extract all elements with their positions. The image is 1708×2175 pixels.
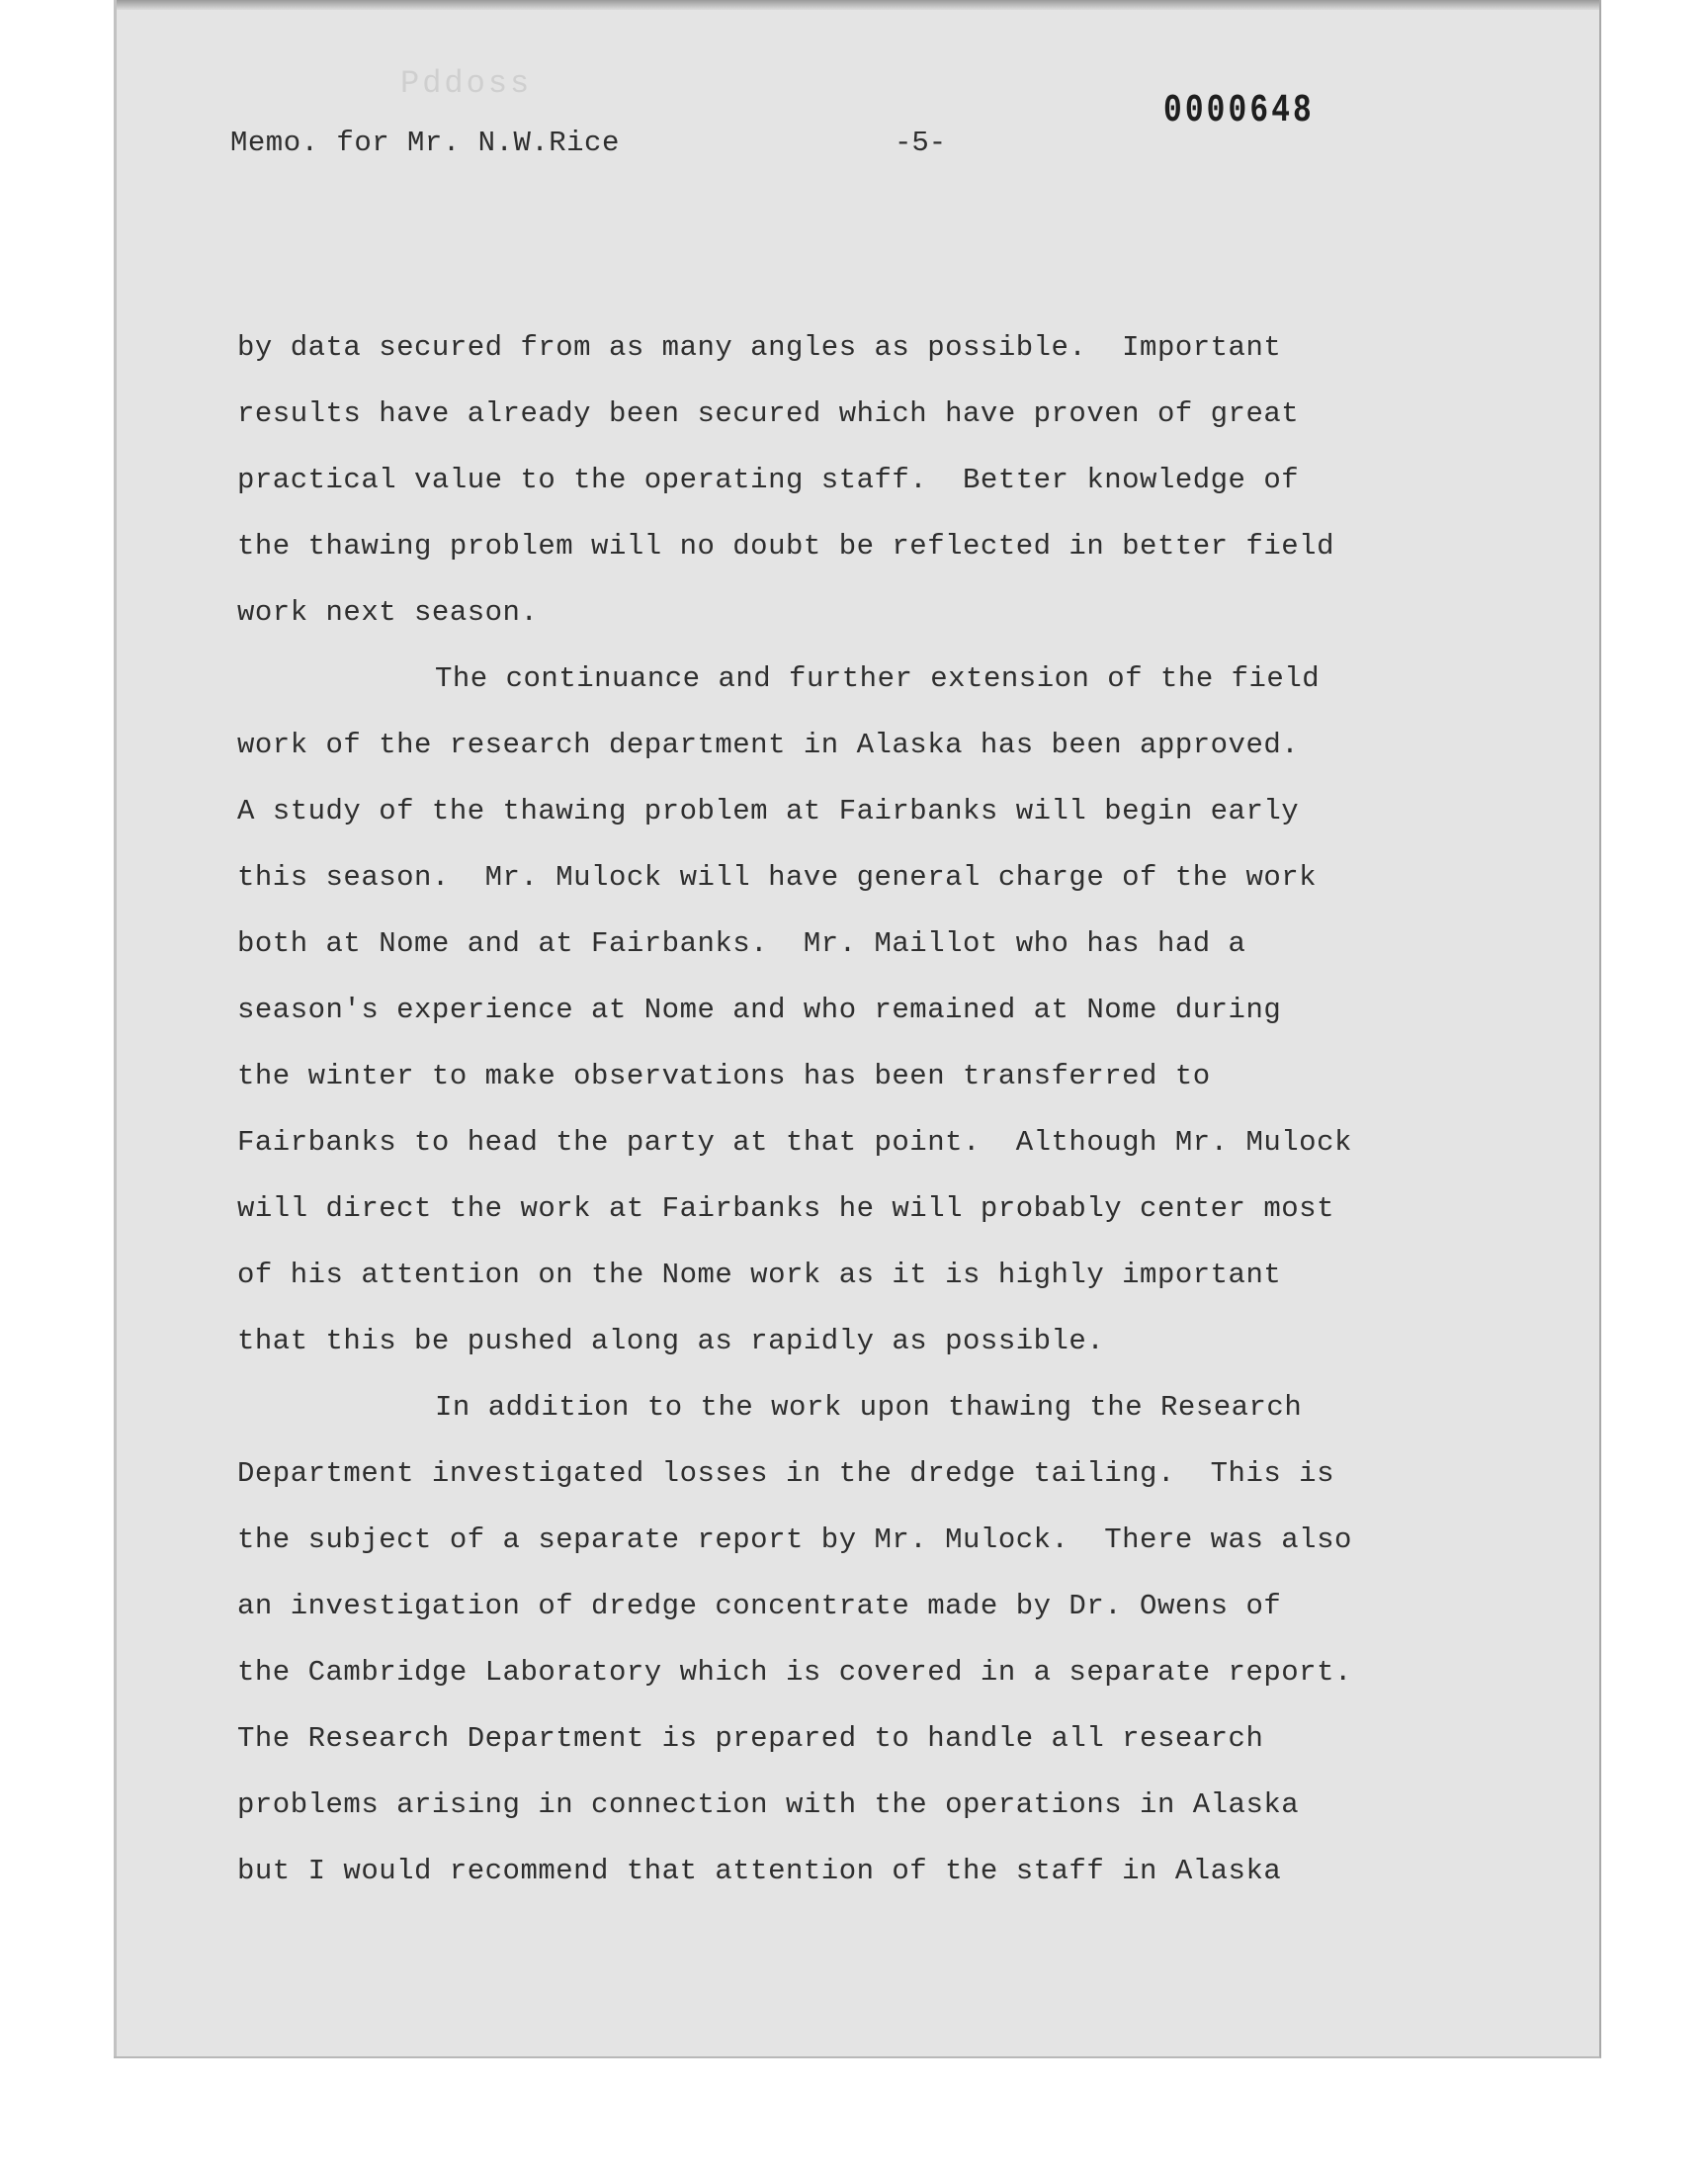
memo-body [237, 314, 1522, 1904]
page-number: -5- [895, 127, 947, 159]
page-top-edge [114, 0, 1599, 10]
text-line: the thawing problem will no doubt be reflected in better field [237, 530, 1334, 563]
text-line: A study of the thawing problem at Fairbanks will begin early [237, 795, 1300, 827]
text-line: problems arising in connection with the operations in Alaska [237, 1788, 1300, 1821]
text-line: practical value to the operating staff. Better knowledge of [237, 464, 1300, 496]
text-line: results have already been secured which have proven of great [237, 397, 1300, 430]
text-line: Department investigated losses in the dredge tailing. This is [237, 1457, 1334, 1490]
text-line: an investigation of dredge concentrate made by Dr. Owens of [237, 1590, 1282, 1622]
text-line: the winter to make observations has been transferred to [237, 1060, 1211, 1092]
document-number-stamp: 0000648 [1163, 89, 1315, 133]
text-line: the Cambridge Laboratory which is covered in a separate report. [237, 1656, 1352, 1689]
text-line: both at Nome and at Fairbanks. Mr. Maillot who has had a [237, 927, 1246, 960]
text-line: will direct the work at Fairbanks he will probably center most [237, 1192, 1334, 1225]
text-line: Fairbanks to head the party at that point. Although Mr. Mulock [237, 1126, 1352, 1159]
text-line: but I would recommend that attention of the staff in Alaska [237, 1855, 1282, 1887]
text-line: work next season. [237, 596, 539, 629]
text-line: of his attention on the Nome work as it is highly important [237, 1259, 1282, 1291]
text-line: The continuance and further extension of the field [435, 662, 1321, 695]
page-left-edge [114, 0, 117, 2056]
text-line: season's experience at Nome and who remained at Nome during [237, 994, 1282, 1026]
document-page [114, 0, 1601, 2058]
text-line: In addition to the work upon thawing the Research [435, 1391, 1303, 1424]
text-line: The Research Department is prepared to handle all research [237, 1722, 1264, 1755]
bleed-through-text: Pddoss [400, 65, 533, 102]
text-line: that this be pushed along as rapidly as possible. [237, 1325, 1105, 1357]
text-line: the subject of a separate report by Mr. Mulock. There was also [237, 1523, 1352, 1556]
text-line: this season. Mr. Mulock will have general charge of the work [237, 861, 1318, 894]
memo-recipient: Memo. for Mr. N.W.Rice [230, 127, 620, 159]
text-line: work of the research department in Alaska has been approved. [237, 729, 1300, 761]
text-line: by data secured from as many angles as possible. Important [237, 331, 1282, 364]
